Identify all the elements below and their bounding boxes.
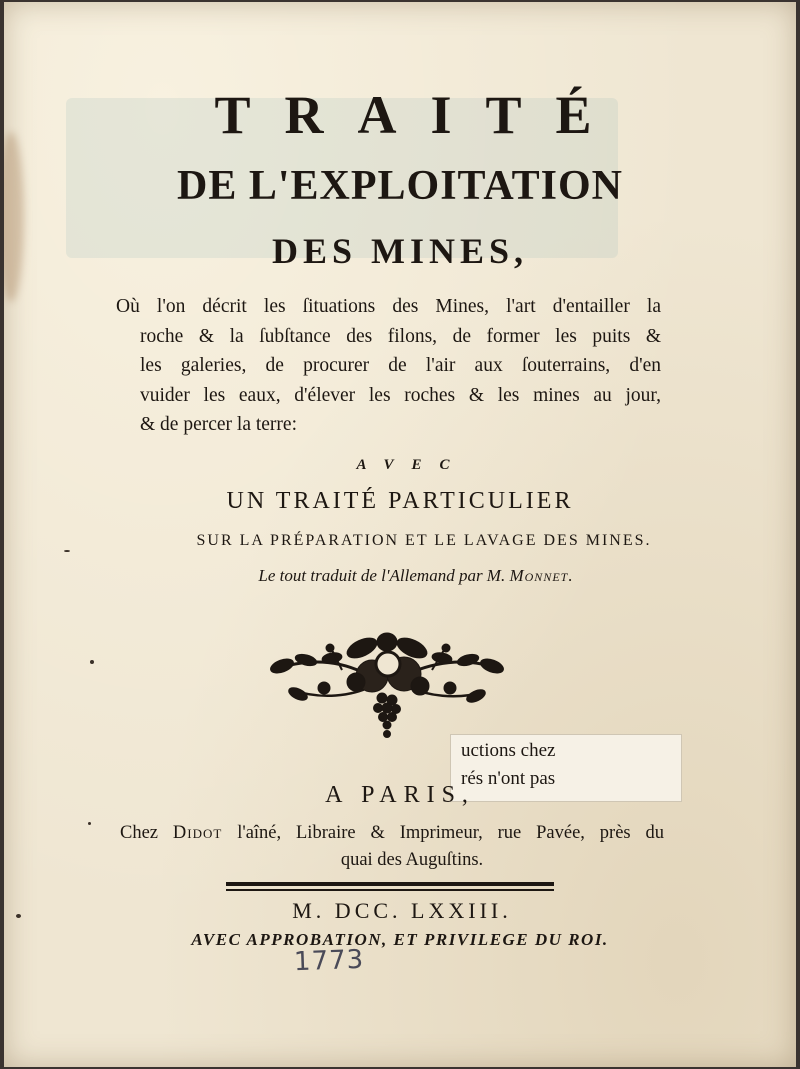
publisher-line-1 <box>120 820 664 847</box>
double-rule-thick <box>226 882 554 886</box>
paper-stain <box>4 132 24 302</box>
ink-speck <box>90 660 94 664</box>
description-line: les galeries, de procurer de l'air aux ſouterrains, d'en <box>140 355 661 376</box>
publisher-block <box>120 820 664 874</box>
title-page <box>4 2 796 1067</box>
subtitle-line-2: SUR LA PRÉPARATION ET LE LAVAGE DES MINES. <box>196 532 652 549</box>
translator-name: Monnet. <box>509 566 574 585</box>
ink-speck <box>88 822 91 825</box>
imprint-place: A PARIS, <box>325 782 475 808</box>
title-line-2: DE L'EXPLOITATION <box>176 163 624 209</box>
title-line-1: TRAITÉ <box>214 85 626 145</box>
description-line: vuider les eaux, d'élever les roches & les mines au jour, <box>140 384 661 406</box>
slip-line-2: rés n'ont pas <box>461 768 556 789</box>
translator-prefix: Le tout traduit de l'Allemand par M. <box>258 566 506 585</box>
title-line-3: DES MINES, <box>271 231 529 271</box>
slip-line-1: uctions chez <box>461 740 556 761</box>
translator-credit <box>4 566 796 586</box>
publisher-prefix: Chez <box>120 823 159 843</box>
publication-date: M. DCC. LXXIII. <box>292 898 512 923</box>
publisher-rest: l'aîné, Libraire & Imprimeur, rue Pavée, près du <box>237 823 665 843</box>
description-line: Où l'on décrit les ſituations des Mines, l'art d'entailler la <box>116 296 661 317</box>
pencil-annotation: 1773 <box>293 944 365 978</box>
subtitle-line-1: UN TRAITÉ PARTICULIER <box>226 488 574 514</box>
ink-speck <box>64 550 70 552</box>
ink-speck <box>16 914 21 918</box>
fruit-and-flower-garland-icon <box>262 630 512 746</box>
description-paragraph <box>116 292 661 440</box>
publisher-name: Didot <box>172 823 223 843</box>
description-line: & de percer la terre: <box>140 414 297 435</box>
publisher-line-2: quai des Auguſtins. <box>340 850 484 870</box>
subtitle-connector: AVEC <box>356 457 468 473</box>
royal-privilege: AVEC APPROBATION, ET PRIVILEGE DU ROI. <box>191 930 609 949</box>
description-line: roche & la ſubſtance des filons, de former les puits & <box>140 325 661 347</box>
double-rule-thin <box>226 889 554 891</box>
